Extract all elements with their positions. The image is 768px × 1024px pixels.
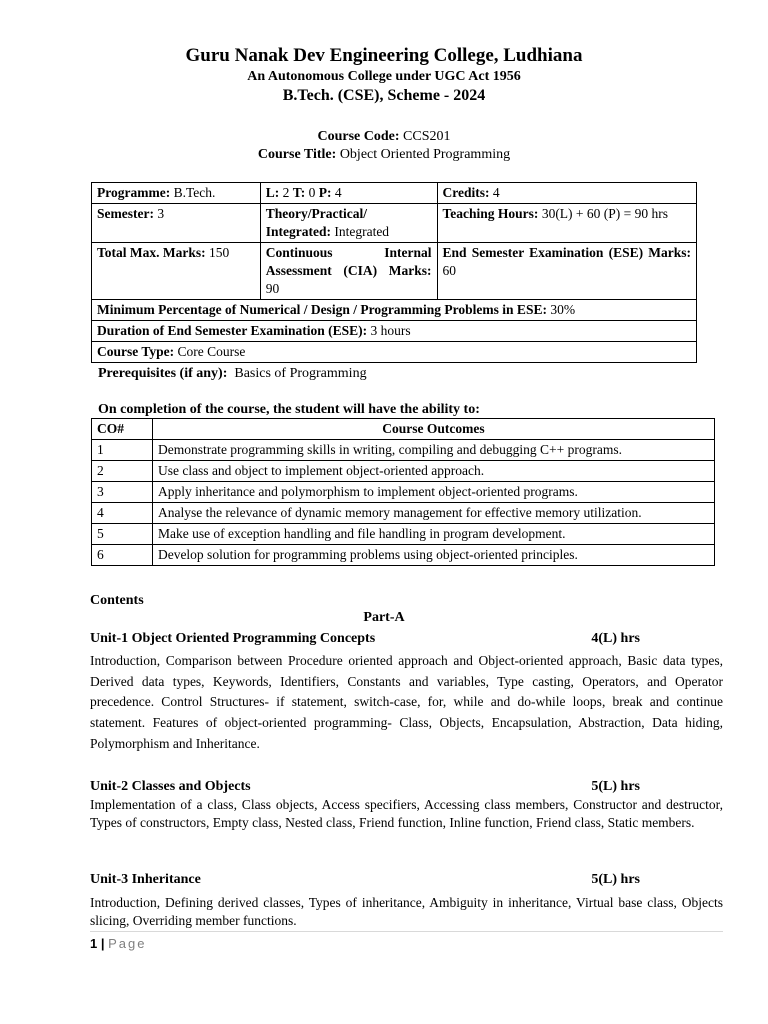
semester-cell: Semester: 3: [92, 204, 261, 243]
course-outcomes-table: [91, 418, 715, 566]
table-row: [92, 300, 697, 321]
course-title-label: Course Title:: [257, 147, 337, 162]
table-row: 3 Apply inheritance and polymorphism to implement object-oriented programs.: [92, 482, 715, 503]
table-row: 2 Use class and object to implement object-oriented approach.: [92, 461, 715, 482]
page-separator: |: [100, 936, 105, 951]
type-cell: Theory/Practical/ Integrated: Integrated: [260, 204, 437, 243]
unit-1-heading: [90, 631, 640, 647]
course-title: Object Oriented Programming: [339, 147, 511, 162]
table-row: [92, 204, 697, 243]
course-code-label: Course Code:: [317, 129, 400, 144]
unit-title: Unit-1 Object Oriented Programming Concepts: [90, 631, 376, 646]
table-header-row: [92, 419, 715, 440]
total-marks-cell: Total Max. Marks: 150: [92, 243, 261, 300]
prerequisites: [98, 366, 367, 382]
page-number: 1: [90, 936, 98, 951]
unit-hours: 5(L) hrs: [591, 872, 640, 887]
course-info-table: [91, 182, 697, 363]
unit-3-body: Introduction, Defining derived classes, Types of inheritance, Ambiguity in inheritance, Virtual base class, Objects slicing, Overriding member functions.: [90, 895, 723, 929]
credits-cell: Credits: 4: [437, 183, 696, 204]
scheme-title: B.Tech. (CSE), Scheme - 2024: [282, 87, 486, 104]
course-code-line: [0, 129, 768, 145]
table-row: [92, 183, 697, 204]
min-percentage-cell: Minimum Percentage of Numerical / Design / Programming Problems in ESE: 30%: [92, 300, 697, 321]
contents-heading: Contents: [90, 593, 144, 608]
table-row: [92, 321, 697, 342]
page-label: Page: [108, 936, 147, 951]
prerequisites-label: Prerequisites (if any):: [98, 366, 228, 381]
table-row: [92, 243, 697, 300]
unit-2-body: Implementation of a class, Class objects, Access specifiers, Accessing class members, Constructor and destructor, Types of constructors, Empty class, Nested class, Friend function, Inline function, Friend class, Static members.: [90, 797, 723, 831]
table-row: 1 Demonstrate programming skills in writing, compiling and debugging C++ programs.: [92, 440, 715, 461]
unit-title: Unit-3 Inheritance: [90, 872, 201, 887]
co-header: CO#: [92, 419, 153, 440]
page-footer: [90, 936, 147, 951]
prerequisites-value: Basics of Programming: [234, 366, 367, 381]
programme-cell: Programme: B.Tech.: [92, 183, 261, 204]
outcome-header: Course Outcomes: [152, 419, 714, 440]
unit-3-heading: [90, 872, 640, 888]
course-code: CCS201: [403, 129, 451, 144]
unit-1-body: Introduction, Comparison between Procedure oriented approach and Object-oriented approach, Basic data types, Derived data types, Keywords, Identifiers, Constants and variables, Type casting, Operators, and Operator precedence. Control Structures- if statement, switch-case, for, while and do-while loops, break and continue statement. Features of object-oriented programming- Class, Objects, Encapsulation, Abstraction, Data hiding, Polymorphism and Inheritance.: [90, 653, 723, 751]
duration-cell: Duration of End Semester Examination (ESE): 3 hours: [92, 321, 697, 342]
unit-title: Unit-2 Classes and Objects: [90, 779, 251, 794]
teaching-hours-cell: Teaching Hours: 30(L) + 60 (P) = 90 hrs: [437, 204, 696, 243]
unit-hours: 5(L) hrs: [591, 779, 640, 794]
course-title-line: [0, 147, 768, 163]
table-row: 6 Develop solution for programming problems using object-oriented principles.: [92, 545, 715, 566]
unit-2-heading: [90, 779, 640, 795]
table-row: 4 Analyse the relevance of dynamic memory management for effective memory utilization.: [92, 503, 715, 524]
table-row: [92, 342, 697, 363]
part-heading: Part-A: [363, 610, 405, 625]
course-type-cell: Course Type: Core Course: [92, 342, 697, 363]
cia-cell: Continuous Internal Assessment (CIA) Marks: 90: [260, 243, 437, 300]
college-subtitle: An Autonomous College under UGC Act 1956: [247, 69, 521, 84]
ltp-cell: L: 2 T: 0 P: 4: [260, 183, 437, 204]
unit-hours: 4(L) hrs: [591, 631, 640, 646]
college-name: Guru Nanak Dev Engineering College, Ludhiana: [185, 45, 583, 66]
table-row: 5 Make use of exception handling and file handling in program development.: [92, 524, 715, 545]
outcomes-intro: On completion of the course, the student will have the ability to:: [98, 402, 480, 417]
footer-divider: [90, 931, 723, 932]
ese-cell: End Semester Examination (ESE) Marks: 60: [437, 243, 696, 300]
